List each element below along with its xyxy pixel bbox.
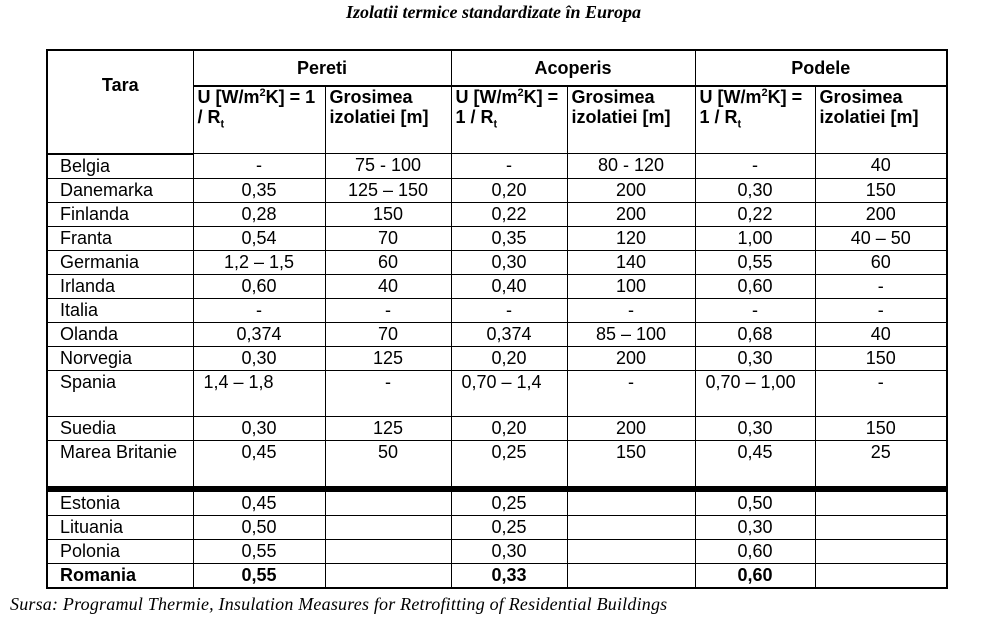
value-cell-po-g [815,515,947,539]
value-cell-pw-g: 70 [325,226,451,250]
value-cell-pw-g: 40 [325,274,451,298]
value-cell-po-u: 0,55 [695,250,815,274]
value-cell-po-g: 40 [815,154,947,179]
value-cell-ac-g: 85 – 100 [567,322,695,346]
value-cell-po-g [815,489,947,516]
value-cell-pw-u: 0,60 [193,274,325,298]
value-cell-po-u: 0,30 [695,178,815,202]
value-cell-pw-g [325,563,451,588]
value-cell-pw-g: 125 [325,346,451,370]
value-cell-po-u: - [695,298,815,322]
value-cell-po-u: 0,45 [695,440,815,489]
header-group-floors: Podele [695,50,947,86]
header-country: Tara [47,50,193,154]
header-group-walls: Pereti [193,50,451,86]
header-floors-thickness: Grosimea izolatiei [m] [815,86,947,154]
value-cell-ac-g: 80 - 120 [567,154,695,179]
value-cell-ac-g [567,489,695,516]
value-cell-po-g: 150 [815,416,947,440]
source-note: Sursa: Programul Thermie, Insulation Measures for Retrofitting of Residential Buildings [10,594,668,614]
value-cell-ac-u: 0,25 [451,515,567,539]
value-cell-pw-u: 0,45 [193,489,325,516]
value-cell-ac-g [567,539,695,563]
value-cell-ac-u: 0,25 [451,440,567,489]
country-cell: Norvegia [47,346,193,370]
value-cell-po-g: 150 [815,178,947,202]
value-cell-pw-u: 0,28 [193,202,325,226]
table-row [47,539,947,563]
value-cell-pw-g: 125 – 150 [325,178,451,202]
value-cell-pw-g [325,515,451,539]
value-cell-pw-u: - [193,298,325,322]
table-row [47,274,947,298]
country-cell: Irlanda [47,274,193,298]
value-cell-pw-u: 0,55 [193,539,325,563]
value-cell-ac-g: - [567,370,695,416]
value-cell-ac-u: 0,20 [451,416,567,440]
value-cell-ac-u: - [451,298,567,322]
value-cell-ac-u: 0,374 [451,322,567,346]
value-cell-ac-u: 0,35 [451,226,567,250]
value-cell-po-u: 0,30 [695,346,815,370]
country-cell: Germania [47,250,193,274]
value-cell-pw-g: 125 [325,416,451,440]
header-walls-thickness: Grosimea izolatiei [m] [325,86,451,154]
value-cell-pw-u: 0,30 [193,346,325,370]
table-row [47,370,947,416]
value-cell-pw-g [325,539,451,563]
header-floors-u: U $[W/m^2K] = 1 / R_t$ [695,86,815,154]
table-row [47,346,947,370]
value-cell-pw-g: 60 [325,250,451,274]
table-row [47,440,947,489]
value-cell-pw-u: 1,2 – 1,5 [193,250,325,274]
value-cell-ac-g: - [567,298,695,322]
header-group-roof: Acoperis [451,50,695,86]
table-row [47,489,947,516]
value-cell-ac-u: 0,30 [451,250,567,274]
value-cell-po-g: 40 – 50 [815,226,947,250]
value-cell-ac-u: - [451,154,567,179]
value-cell-ac-u: 0,22 [451,202,567,226]
value-cell-pw-g [325,489,451,516]
value-cell-po-u: 0,22 [695,202,815,226]
value-cell-po-g: - [815,298,947,322]
value-cell-pw-u: 0,50 [193,515,325,539]
value-cell-ac-u: 0,20 [451,178,567,202]
value-cell-pw-g: 150 [325,202,451,226]
value-cell-pw-u: 0,30 [193,416,325,440]
value-cell-pw-u: 0,374 [193,322,325,346]
country-cell: Olanda [47,322,193,346]
value-cell-ac-u: 0,20 [451,346,567,370]
value-cell-pw-u: 0,55 [193,563,325,588]
value-cell-po-g: 40 [815,322,947,346]
value-cell-po-g: 25 [815,440,947,489]
value-cell-po-u: 0,68 [695,322,815,346]
table-row [47,298,947,322]
country-cell: Suedia [47,416,193,440]
value-cell-ac-u: 0,40 [451,274,567,298]
value-cell-ac-g [567,563,695,588]
table-row [47,178,947,202]
value-cell-po-g: 200 [815,202,947,226]
value-cell-ac-g: 120 [567,226,695,250]
table-row [47,322,947,346]
value-cell-po-g: - [815,274,947,298]
document-title: Izolatii termice standardizate în Europa [345,2,642,22]
header-walls-u: U $[W/m^2K] = 1 / R_t$ [193,86,325,154]
value-cell-po-g: 60 [815,250,947,274]
value-cell-po-u: 0,30 [695,515,815,539]
value-cell-ac-g: 150 [567,440,695,489]
value-cell-pw-g: 70 [325,322,451,346]
value-cell-ac-u: 0,25 [451,489,567,516]
value-cell-po-u: 0,30 [695,416,815,440]
value-cell-pw-u: - [193,154,325,179]
value-cell-ac-g: 100 [567,274,695,298]
value-cell-po-u: 0,50 [695,489,815,516]
value-cell-ac-g: 200 [567,178,695,202]
value-cell-ac-g: 140 [567,250,695,274]
table-row [47,563,947,588]
value-cell-po-u: - [695,154,815,179]
value-cell-pw-u: 0,35 [193,178,325,202]
value-cell-pw-g: 50 [325,440,451,489]
value-cell-po-g: 150 [815,346,947,370]
value-cell-po-u: 0,70 – 1,00 [695,370,815,416]
value-cell-ac-g: 200 [567,202,695,226]
country-cell: Finlanda [47,202,193,226]
country-cell: Romania [47,563,193,588]
value-cell-pw-u: 0,54 [193,226,325,250]
value-cell-ac-u: 0,30 [451,539,567,563]
header-roof-u: U $[W/m^2K] = 1 / R_t$ [451,86,567,154]
country-cell: Marea Britanie [47,440,193,489]
value-cell-ac-u: 0,33 [451,563,567,588]
value-cell-po-u: 0,60 [695,274,815,298]
table-row [47,226,947,250]
table-row [47,154,947,179]
country-cell: Estonia [47,489,193,516]
country-cell: Italia [47,298,193,322]
country-cell: Belgia [47,154,193,179]
country-cell: Lituania [47,515,193,539]
value-cell-po-u: 1,00 [695,226,815,250]
value-cell-ac-g: 200 [567,346,695,370]
header-roof-thickness: Grosimea izolatiei [m] [567,86,695,154]
value-cell-ac-g: 200 [567,416,695,440]
value-cell-pw-u: 1,4 – 1,8 [193,370,325,416]
value-cell-po-u: 0,60 [695,563,815,588]
table-row [47,515,947,539]
value-cell-po-g [815,539,947,563]
table-row [47,250,947,274]
country-cell: Franta [47,226,193,250]
value-cell-pw-g: 75 - 100 [325,154,451,179]
insulation-table [46,49,948,589]
value-cell-pw-u: 0,45 [193,440,325,489]
value-cell-ac-u: 0,70 – 1,4 [451,370,567,416]
value-cell-ac-g [567,515,695,539]
country-cell: Danemarka [47,178,193,202]
value-cell-pw-g: - [325,370,451,416]
country-cell: Spania [47,370,193,416]
value-cell-po-g: - [815,370,947,416]
value-cell-po-u: 0,60 [695,539,815,563]
value-cell-po-g [815,563,947,588]
country-cell: Polonia [47,539,193,563]
value-cell-pw-g: - [325,298,451,322]
table-row [47,202,947,226]
table-row [47,416,947,440]
